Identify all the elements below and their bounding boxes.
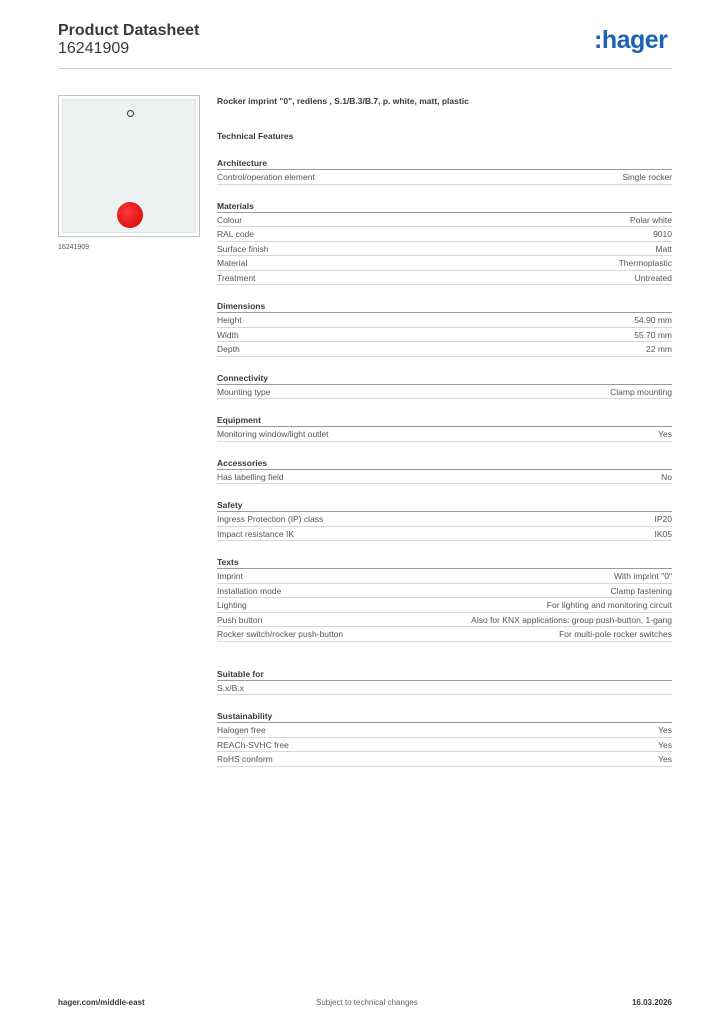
section-title: Suitable for bbox=[217, 668, 672, 681]
spec-row bbox=[217, 598, 672, 613]
spec-label: S.x/B.x bbox=[217, 682, 244, 693]
spec-value: Polar white bbox=[629, 214, 672, 225]
spec-row bbox=[217, 313, 672, 328]
section-title: Sustainability bbox=[217, 710, 672, 723]
section-title: Dimensions bbox=[217, 300, 672, 313]
spec-section bbox=[217, 668, 672, 696]
rocker-illustration bbox=[62, 99, 196, 233]
technical-features-heading: Technical Features bbox=[217, 131, 294, 141]
spec-row bbox=[217, 569, 672, 584]
spec-row bbox=[217, 427, 672, 442]
spec-row bbox=[217, 470, 672, 485]
spec-row bbox=[217, 627, 672, 642]
spec-label: Lighting bbox=[217, 600, 247, 610]
spec-label: Has labelling field bbox=[217, 471, 284, 482]
spec-section bbox=[217, 556, 672, 642]
spec-value: 54.90 mm bbox=[634, 315, 672, 325]
imprint-circle-icon bbox=[127, 110, 134, 117]
spec-label: Mounting type bbox=[217, 386, 271, 397]
spec-section bbox=[217, 200, 672, 286]
spec-value: For lighting and monitoring circuit bbox=[546, 600, 672, 610]
spec-value: Clamp fastening bbox=[610, 585, 672, 596]
hager-logo: :hager bbox=[594, 26, 668, 54]
spec-value: 22 mm bbox=[646, 344, 672, 354]
spec-label: Impact resistance IK bbox=[217, 528, 295, 539]
spec-value: Yes bbox=[658, 725, 672, 735]
spec-label: Imprint bbox=[217, 571, 243, 581]
spec-label: Rocker switch/rocker push-button bbox=[217, 629, 344, 639]
spec-row bbox=[217, 723, 672, 738]
spec-value: 55.70 mm bbox=[634, 329, 672, 340]
spec-value: For multi-pole rocker switches bbox=[559, 629, 672, 639]
spec-value: 9010 bbox=[653, 229, 672, 239]
product-number: 16241909 bbox=[58, 40, 130, 57]
footer-note: Subject to technical changes bbox=[316, 998, 418, 1007]
spec-value: Untreated bbox=[634, 272, 672, 283]
spec-label: REACh-SVHC free bbox=[217, 739, 289, 750]
header-divider bbox=[58, 68, 672, 69]
spec-label: RoHS conform bbox=[217, 754, 273, 764]
spec-section bbox=[217, 372, 672, 400]
spec-label: Surface finish bbox=[217, 243, 269, 254]
spec-row bbox=[217, 613, 672, 628]
spec-row bbox=[217, 512, 672, 527]
spec-row bbox=[217, 342, 672, 357]
spec-value: With imprint "0" bbox=[614, 571, 672, 581]
spec-section bbox=[217, 300, 672, 357]
spec-label: Installation mode bbox=[217, 585, 282, 596]
spec-row bbox=[217, 527, 672, 542]
section-title: Connectivity bbox=[217, 372, 672, 385]
spec-section bbox=[217, 457, 672, 485]
section-title: Safety bbox=[217, 499, 672, 512]
spec-value: IP20 bbox=[654, 514, 672, 524]
spec-value: Single rocker bbox=[622, 172, 672, 182]
footer-date: 16.03.2026 bbox=[631, 998, 672, 1007]
spec-row bbox=[217, 752, 672, 767]
spec-value: No bbox=[661, 471, 672, 482]
page-title: Product Datasheet bbox=[58, 22, 200, 39]
spec-row bbox=[217, 227, 672, 242]
section-title: Materials bbox=[217, 200, 672, 213]
spec-label: Ingress Protection (IP) class bbox=[217, 514, 324, 524]
spec-section bbox=[217, 414, 672, 442]
spec-section bbox=[217, 710, 672, 767]
spec-value: Also for KNX applications: group push-button, 1-gang bbox=[471, 614, 672, 625]
product-description: Rocker imprint "0", redlens , S.1/B.3/B.7, p. white, matt, plastic bbox=[217, 96, 469, 106]
section-title: Equipment bbox=[217, 414, 672, 427]
main-content bbox=[217, 95, 672, 767]
spec-label: Push button bbox=[217, 614, 263, 625]
spec-label: Control/operation element bbox=[217, 172, 315, 182]
spec-label: Monitoring window/light outlet bbox=[217, 429, 329, 439]
spec-section bbox=[217, 157, 672, 185]
image-caption: 16241909 bbox=[58, 244, 90, 251]
spec-row bbox=[217, 170, 672, 185]
spec-section bbox=[217, 499, 672, 541]
spec-label: Halogen free bbox=[217, 725, 266, 735]
section-title: Texts bbox=[217, 556, 672, 569]
spec-label: Width bbox=[217, 329, 239, 340]
spec-value: Matt bbox=[655, 243, 672, 254]
spec-label: RAL code bbox=[217, 229, 255, 239]
spec-row bbox=[217, 681, 672, 696]
spec-label: Colour bbox=[217, 214, 243, 225]
spec-value: Thermoplastic bbox=[618, 258, 672, 268]
spec-value: Yes bbox=[658, 429, 672, 439]
spec-row bbox=[217, 738, 672, 753]
spec-row bbox=[217, 385, 672, 400]
spec-value: Yes bbox=[658, 739, 672, 750]
spec-row bbox=[217, 213, 672, 228]
section-title: Accessories bbox=[217, 457, 672, 470]
footer-website: hager.com/middle-east bbox=[58, 998, 145, 1007]
spec-row bbox=[217, 256, 672, 271]
spec-sections bbox=[217, 157, 672, 767]
spec-value: Clamp mounting bbox=[610, 386, 672, 397]
section-title: Architecture bbox=[217, 157, 672, 170]
spec-label: Material bbox=[217, 258, 248, 268]
spec-row bbox=[217, 584, 672, 599]
spec-row bbox=[217, 242, 672, 257]
spec-label: Height bbox=[217, 315, 242, 325]
spec-label: Depth bbox=[217, 344, 240, 354]
spec-value: Yes bbox=[658, 754, 672, 764]
red-lens-icon bbox=[117, 202, 143, 228]
spec-row bbox=[217, 271, 672, 286]
spec-value: IK05 bbox=[654, 528, 672, 539]
product-image bbox=[58, 95, 200, 237]
spec-label: Treatment bbox=[217, 272, 256, 283]
spec-row bbox=[217, 328, 672, 343]
